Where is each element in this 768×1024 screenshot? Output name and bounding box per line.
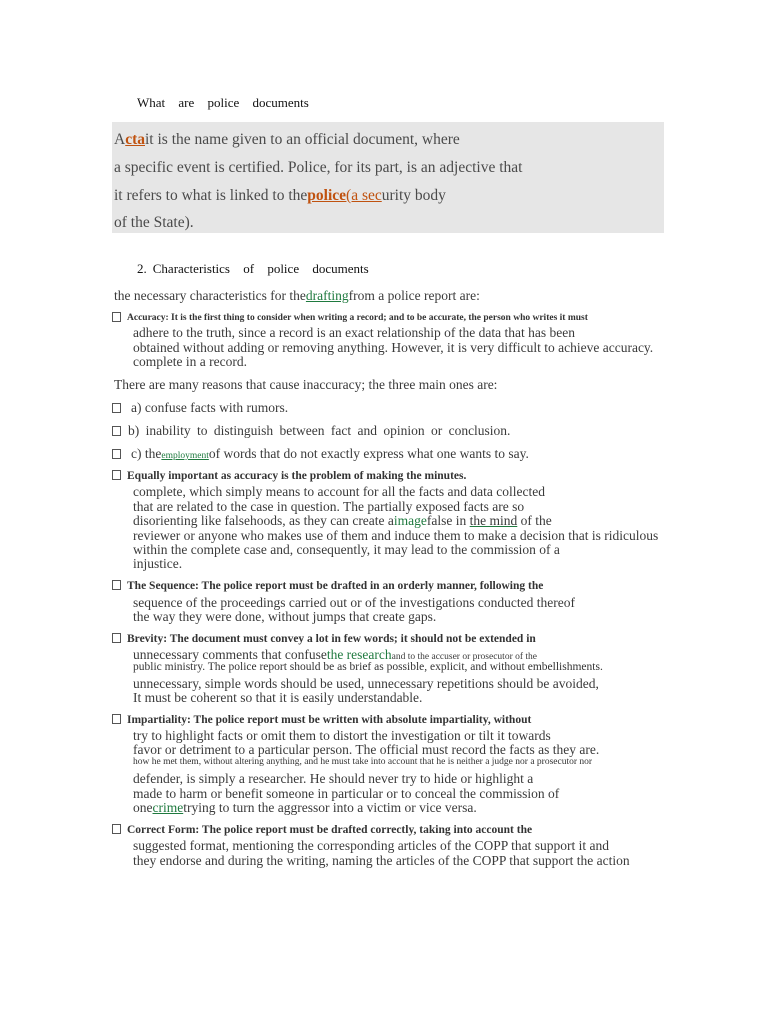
impartiality-line-1: try to highlight facts or omit them to distort the investigation or tilt it towards	[133, 728, 551, 743]
heading-number: 2.	[137, 261, 147, 276]
correct-form-heading	[112, 824, 532, 836]
bullet-box-icon	[112, 633, 121, 643]
intro-text: it refers to what is linked to the	[114, 187, 308, 204]
impartiality-line-6	[133, 800, 477, 816]
text: one	[133, 800, 153, 815]
text: unnecessary comments that confuse	[133, 647, 327, 662]
intro-text: A	[114, 131, 126, 148]
highlighted-word-police: police	[307, 187, 347, 204]
brevity-heading	[112, 633, 536, 645]
brevity-line-4: It must be coherent so that it is easily understandable.	[133, 690, 423, 705]
green-phrase-the-research: the research	[326, 647, 392, 662]
text: disorienting like falsehoods, as they can create a	[133, 513, 394, 528]
intro-line-1	[114, 131, 460, 149]
correct-form-head-text: Correct Form: The police report must be drafted correctly, taking into account the	[127, 824, 533, 836]
underlined-phrase: the mind	[469, 513, 518, 528]
impartiality-line-2: favor or detriment to a particular person. The official must record the facts as they are.	[133, 742, 600, 757]
intro-line-2: a specific event is certified. Police, for its part, is an adjective that	[114, 159, 523, 176]
correct-form-line-2: they endorse and during the writing, naming the articles of the COPP that support the action	[133, 853, 630, 868]
completeness-heading	[112, 470, 466, 482]
intro-text: urity body	[381, 187, 446, 204]
sequence-heading	[112, 580, 543, 592]
bullet-box-icon	[112, 426, 121, 436]
impartiality-line-4: defender, is simply a researcher. He should never try to hide or highlight a	[133, 771, 534, 786]
accuracy-line-2: obtained without adding or removing anything. However, it is very difficult to achieve accuracy.	[133, 340, 654, 355]
heading-police-documents: What are police documents	[137, 95, 309, 110]
highlighted-fragment: (a sec	[346, 187, 382, 204]
accuracy-line-1: adhere to the truth, since a record is an exact relationship of the data that has been	[133, 325, 575, 340]
text: from a police report are:	[348, 288, 480, 303]
brevity-head-text: Brevity: The document must convey a lot in few words; it should not be extended in	[127, 633, 536, 645]
green-word-image: image	[393, 513, 427, 528]
completeness-line-2: that are related to the case in question. The partially exposed facts are so	[133, 499, 525, 514]
text: trying to turn the aggressor into a victim or vice versa.	[183, 800, 477, 815]
completeness-line-5: within the complete case and, consequently, it may lead to the commission of a	[133, 542, 560, 557]
green-word-drafting: drafting	[305, 288, 349, 303]
brevity-line-3: unnecessary, simple words should be used, unnecessary repetitions should be avoided,	[133, 676, 599, 691]
accuracy-line-3: complete in a record.	[133, 354, 247, 369]
impartiality-head-text: Impartiality: The police report must be written with absolute impartiality, without	[127, 714, 532, 726]
text-small: and to the accuser or prosecutor of the	[391, 652, 537, 662]
intro-text: it is the name given to an official document, where	[145, 131, 460, 148]
characteristics-intro	[114, 288, 480, 304]
bullet-box-icon	[112, 312, 121, 322]
bullet-box-icon	[112, 449, 121, 459]
reason-c	[112, 446, 529, 462]
impartiality-heading	[112, 714, 531, 726]
correct-form-line-1: suggested format, mentioning the corresponding articles of the COPP that support it and	[133, 838, 610, 853]
bullet-box-icon	[112, 714, 121, 724]
completeness-line-3	[133, 513, 552, 529]
bullet-box-icon	[112, 403, 121, 413]
bullet-box-icon	[112, 824, 121, 834]
heading-characteristics	[137, 261, 369, 277]
completeness-line-4: reviewer or anyone who makes use of them and induce them to make a decision that is ridiculous	[133, 528, 659, 543]
text: false in	[426, 513, 470, 528]
reason-c-text: of words that do not exactly express what one wants to say.	[208, 446, 529, 461]
text: of the	[517, 513, 552, 528]
reason-a-text: a) confuse facts with rumors.	[131, 400, 289, 415]
accuracy-label: Accuracy	[127, 313, 166, 324]
green-word-employment: employment	[161, 451, 209, 461]
completeness-head-text: Equally important as accuracy is the problem of making the minutes.	[127, 470, 467, 482]
heading-text: Characteristics of police documents	[152, 261, 369, 276]
reasons-intro: There are many reasons that cause inaccuracy; the three main ones are:	[114, 377, 498, 392]
brevity-line-2: public ministry. The police report should be as brief as possible, explicit, and without embellishments.	[133, 661, 603, 673]
highlighted-word-acta: cta	[125, 131, 145, 148]
bullet-box-icon	[112, 580, 121, 590]
completeness-line-1: complete, which simply means to account for all the facts and data collected	[133, 484, 545, 499]
reason-a	[112, 400, 288, 416]
impartiality-line-3: how he met them, without altering anything, and he must take into account that he is neither a judge nor a prosecutor nor	[133, 757, 593, 767]
intro-line-3	[114, 187, 446, 205]
reason-b-text: b) inability to distinguish between fact and opinion or conclusion.	[128, 423, 511, 438]
reason-c-text: c) the	[131, 446, 162, 461]
intro-line-4: of the State).	[114, 214, 194, 231]
sequence-line-2: the way they were done, without jumps that create gaps.	[133, 609, 437, 624]
impartiality-line-5: made to harm or benefit someone in particular or to conceal the commission of	[133, 786, 560, 801]
sequence-head-text: The Sequence: The police report must be drafted in an orderly manner, following the	[127, 580, 544, 592]
reason-b	[112, 423, 510, 439]
bullet-box-icon	[112, 470, 121, 480]
completeness-line-6: injustice.	[133, 556, 183, 571]
accuracy-heading	[112, 313, 588, 323]
sequence-line-1: sequence of the proceedings carried out or of the investigations conducted thereof	[133, 595, 575, 610]
accuracy-head-text: : It is the first thing to consider when writing a record; and to be accurate, the person who writes it must	[165, 313, 588, 324]
text: the necessary characteristics for the	[114, 288, 306, 303]
green-word-crime: crime	[152, 800, 184, 815]
